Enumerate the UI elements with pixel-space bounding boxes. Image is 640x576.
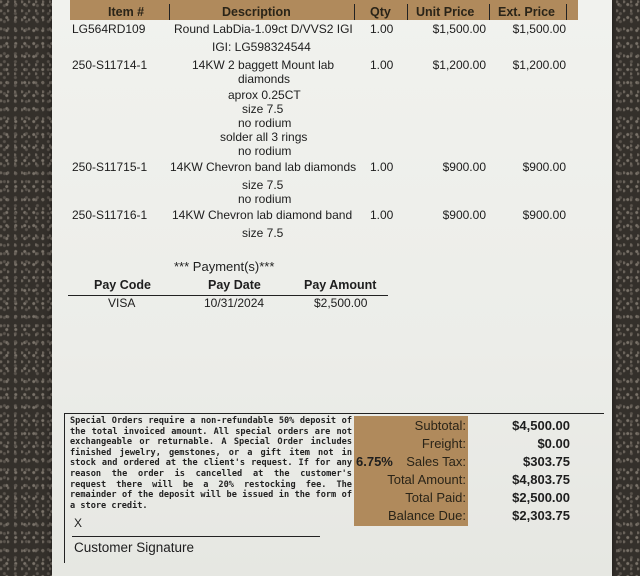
header-divider bbox=[489, 4, 490, 20]
item-ext-price: $1,200.00 bbox=[512, 58, 566, 72]
total-paid-label: Total Paid: bbox=[405, 490, 466, 505]
header-qty: Qty bbox=[370, 5, 391, 19]
item-qty: 1.00 bbox=[370, 22, 394, 36]
item-qty: 1.00 bbox=[370, 208, 394, 222]
customer-signature-label: Customer Signature bbox=[74, 540, 195, 555]
invoice-page bbox=[52, 0, 612, 576]
pay-code: VISA bbox=[108, 296, 136, 310]
item-detail: IGI: LG598324544 bbox=[212, 40, 311, 54]
balance-due-value: $2,303.75 bbox=[512, 508, 570, 523]
header-divider bbox=[566, 4, 567, 20]
signature-x-mark: X bbox=[74, 516, 83, 530]
item-unit-price: $1,200.00 bbox=[432, 58, 486, 72]
total-amount-value: $4,803.75 bbox=[512, 472, 570, 487]
header-ext-price: Ext. Price bbox=[498, 5, 555, 19]
signature-line[interactable] bbox=[72, 536, 320, 537]
item-detail: size 7.5 bbox=[242, 226, 284, 240]
special-order-notice: Special Orders require a non-refundable 50% deposit of the total invoiced amount. All special orders are not exchangeable or returnable. A Special Order includes finished jewelry, gemstones, or a gift item not in stock and ordered at the client's request. If for any reason the order is cancelled at the customer's request there will be a 20% restocking fee. The remainder of the deposit will be issued in the form of a store credit. bbox=[70, 416, 352, 511]
header-item: Item # bbox=[108, 5, 145, 19]
item-ext-price: $900.00 bbox=[522, 208, 566, 222]
subtotal-label: Subtotal: bbox=[414, 418, 466, 433]
item-ext-price: $1,500.00 bbox=[512, 22, 566, 36]
item-qty: 1.00 bbox=[370, 160, 394, 174]
total-amount-label: Total Amount: bbox=[387, 472, 466, 487]
freight-value: $0.00 bbox=[537, 436, 570, 451]
item-detail: size 7.5 bbox=[242, 178, 284, 192]
pay-date-header: Pay Date bbox=[208, 278, 261, 292]
item-detail: aprox 0.25CT bbox=[228, 88, 301, 102]
item-number: 250-S11716-1 bbox=[72, 208, 148, 222]
sales-tax-label: Sales Tax: bbox=[406, 454, 466, 469]
item-description: 14KW Chevron band lab diamonds bbox=[170, 160, 357, 174]
item-description: 14KW Chevron lab diamond band bbox=[172, 208, 353, 222]
item-detail: no rodium bbox=[238, 144, 292, 158]
item-number: LG564RD109 bbox=[72, 22, 146, 36]
freight-label: Freight: bbox=[421, 436, 466, 451]
sales-tax-value: $303.75 bbox=[523, 454, 570, 469]
footer-rule bbox=[64, 413, 604, 414]
footer-left-border bbox=[64, 413, 65, 563]
item-number: 250-S11715-1 bbox=[72, 160, 148, 174]
item-unit-price: $900.00 bbox=[442, 160, 486, 174]
pay-code-header: Pay Code bbox=[94, 278, 151, 292]
item-unit-price: $1,500.00 bbox=[432, 22, 486, 36]
item-unit-price: $900.00 bbox=[442, 208, 486, 222]
header-divider bbox=[169, 4, 170, 20]
subtotal-value: $4,500.00 bbox=[512, 418, 570, 433]
header-divider bbox=[407, 4, 408, 20]
item-ext-price: $900.00 bbox=[522, 160, 566, 174]
item-detail: no rodium bbox=[238, 116, 292, 130]
item-detail: solder all 3 rings bbox=[220, 130, 308, 144]
header-divider bbox=[354, 4, 355, 20]
pay-date: 10/31/2024 bbox=[204, 296, 265, 310]
payments-title: *** Payment(s)*** bbox=[174, 259, 275, 274]
header-description: Description bbox=[222, 5, 291, 19]
total-paid-value: $2,500.00 bbox=[512, 490, 570, 505]
header-unit-price: Unit Price bbox=[416, 5, 475, 19]
item-description: 14KW 2 baggett Mount lab bbox=[192, 58, 335, 72]
item-detail: size 7.5 bbox=[242, 102, 284, 116]
balance-due-label: Balance Due: bbox=[387, 508, 466, 523]
item-detail: diamonds bbox=[238, 72, 291, 86]
item-detail: no rodium bbox=[238, 192, 292, 206]
item-qty: 1.00 bbox=[370, 58, 394, 72]
pay-amount: $2,500.00 bbox=[314, 296, 368, 310]
pay-amount-header: Pay Amount bbox=[304, 278, 377, 292]
item-description: Round LabDia-1.09ct D/VVS2 IGI bbox=[174, 22, 353, 36]
item-number: 250-S11714-1 bbox=[72, 58, 148, 72]
tax-rate: 6.75% bbox=[356, 454, 393, 469]
